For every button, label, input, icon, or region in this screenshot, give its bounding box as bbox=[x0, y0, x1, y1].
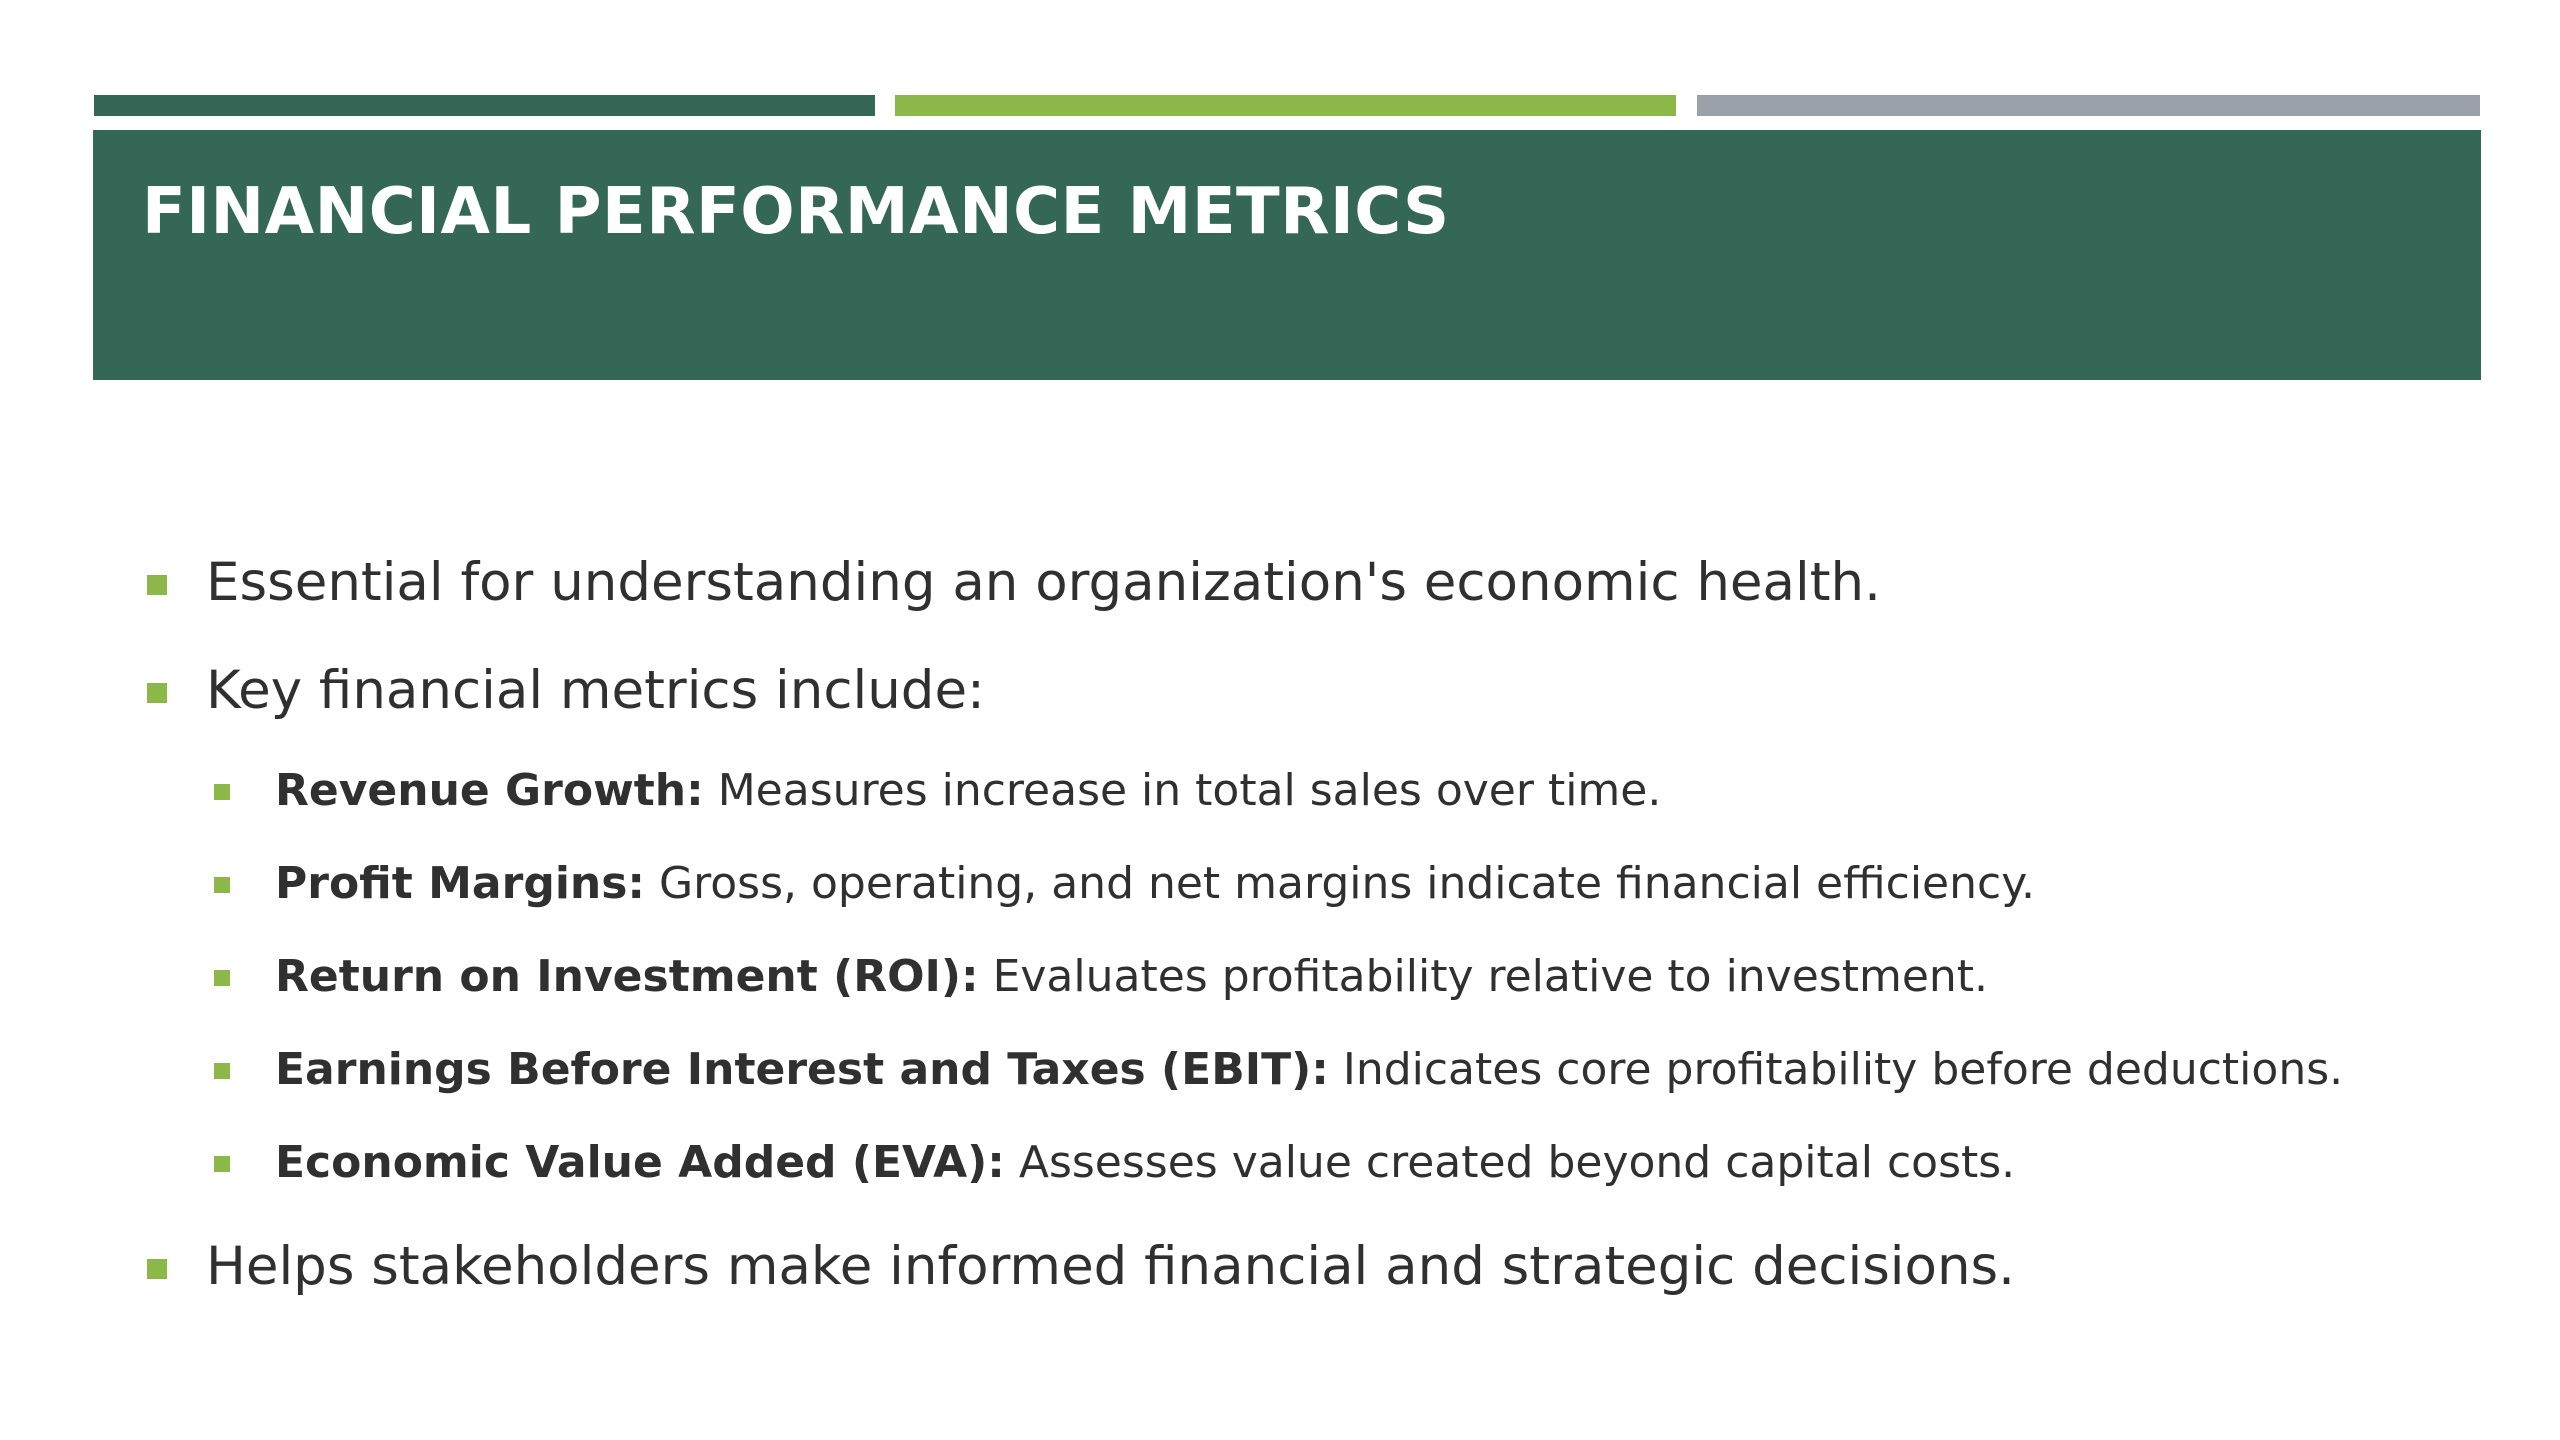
sub-bullet-item bbox=[275, 858, 2035, 910]
metric-term: Earnings Before Interest and Taxes (EBIT): bbox=[275, 1044, 1329, 1095]
metric-term: Return on Investment (ROI): bbox=[275, 951, 979, 1002]
metric-term: Economic Value Added (EVA): bbox=[275, 1137, 1005, 1188]
bullet-item bbox=[206, 553, 1881, 613]
sub-bullet-item bbox=[275, 1137, 2015, 1189]
square-bullet-icon bbox=[214, 877, 230, 893]
metric-term: Revenue Growth: bbox=[275, 765, 704, 816]
metric-description: Gross, operating, and net margins indicate financial efficiency. bbox=[659, 858, 2035, 909]
metric-term: Profit Margins: bbox=[275, 858, 646, 909]
sub-bullet-item bbox=[275, 765, 1661, 817]
square-bullet-icon bbox=[147, 575, 167, 595]
bullet-text: Key financial metrics include: bbox=[206, 660, 985, 721]
metric-description: Evaluates profitability relative to investment. bbox=[992, 951, 1989, 1002]
square-bullet-icon bbox=[214, 970, 230, 986]
metric-description: Assesses value created beyond capital costs. bbox=[1018, 1137, 2016, 1188]
square-bullet-icon bbox=[147, 683, 167, 703]
square-bullet-icon bbox=[214, 1156, 230, 1172]
square-bullet-icon bbox=[214, 784, 230, 800]
bullet-text: Essential for understanding an organization's economic health. bbox=[206, 552, 1881, 613]
bullet-text: Helps stakeholders make informed financial and strategic decisions. bbox=[206, 1236, 2016, 1297]
metric-description: Indicates core profitability before deductions. bbox=[1342, 1044, 2344, 1095]
metric-description: Measures increase in total sales over time. bbox=[717, 765, 1662, 816]
slide-title: FINANCIAL PERFORMANCE METRICS bbox=[142, 175, 1450, 249]
sub-bullet-item bbox=[275, 951, 1988, 1003]
bullet-item bbox=[206, 661, 985, 721]
sub-bullet-item bbox=[275, 1044, 2343, 1096]
bullet-item bbox=[206, 1237, 2015, 1297]
square-bullet-icon bbox=[214, 1063, 230, 1079]
square-bullet-icon bbox=[147, 1259, 167, 1279]
